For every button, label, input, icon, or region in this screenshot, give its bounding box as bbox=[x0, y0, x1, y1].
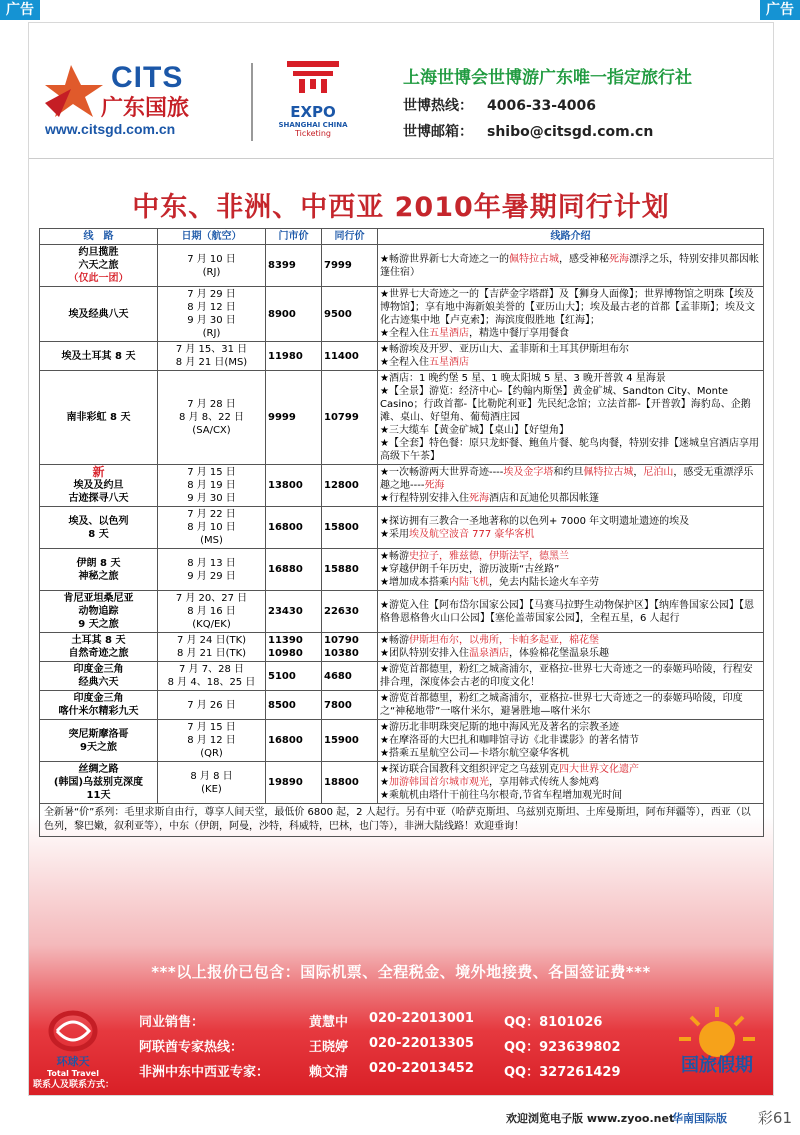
date-line: 8 月 16 日 bbox=[187, 606, 236, 617]
date-cell bbox=[158, 465, 266, 507]
table-row[interactable] bbox=[40, 549, 764, 591]
date-cell bbox=[158, 691, 266, 720]
route-cell bbox=[40, 762, 158, 804]
expo-ticketing: Ticketing bbox=[294, 129, 332, 138]
route-line: 约旦揽胜 bbox=[78, 247, 119, 258]
cits-logo bbox=[41, 63, 241, 143]
intro-line: ★采用埃及航空波音 777 豪华客机 bbox=[380, 528, 535, 540]
intro-line: ★加游韩国首尔城市观光，享用韩式传统人参炖鸡 bbox=[380, 777, 599, 788]
table-row[interactable] bbox=[40, 245, 764, 287]
trade-price: 12800 bbox=[324, 480, 359, 491]
date-cell bbox=[158, 720, 266, 762]
advert-panel bbox=[28, 22, 774, 1096]
retail-price-cell bbox=[266, 507, 322, 549]
trade-price: 22630 bbox=[324, 606, 359, 617]
contact-qq[interactable]: QQ：8101026 bbox=[504, 1015, 603, 1030]
cits-en: CITS bbox=[111, 61, 184, 94]
retail-price: 19890 bbox=[268, 777, 303, 788]
intro-line: ★游览入住【阿布岱尔国家公园】【马赛马拉野生动物保护区】【纳库鲁国家公园】【恩格鲁恩格鲁火山口公园】【塞伦盖蒂国家公园】，全程五星，6 人起行 bbox=[380, 599, 754, 624]
date-cell bbox=[158, 507, 266, 549]
retail-price-cell bbox=[266, 465, 322, 507]
sun-icon bbox=[669, 1005, 765, 1057]
date-cell bbox=[158, 342, 266, 371]
trade-price-cell bbox=[322, 245, 378, 287]
date-cell bbox=[158, 662, 266, 691]
intro-line: ★畅游伊斯坦布尔，以弗所，卡帕多起亚，棉花堡 bbox=[380, 635, 599, 646]
col-header: 同行价 bbox=[322, 229, 378, 245]
contact-role: 同业销售： bbox=[139, 1015, 205, 1030]
plan-table bbox=[39, 228, 764, 837]
page-number: 彩61 bbox=[757, 1109, 792, 1127]
intro-line: ★畅游世界新七大奇迹之一的佩特拉古城，感受神秘死海漂浮之乐，特别安排贝都因帐篷住宿） bbox=[380, 253, 759, 278]
route-cell bbox=[40, 465, 158, 507]
trade-price: 10380 bbox=[324, 648, 359, 659]
date-line: 7 月 22 日 bbox=[187, 509, 236, 520]
route-line: 埃及经典八天 bbox=[68, 308, 129, 320]
intro-cell bbox=[378, 371, 764, 465]
header bbox=[29, 23, 773, 159]
col-header: 日期（航空） bbox=[158, 229, 266, 245]
intro-line: ★乘航机由塔什干前往乌尔根奇,节省车程增加观光时间 bbox=[380, 790, 623, 801]
retail-price: 13800 bbox=[268, 480, 303, 491]
intro-cell bbox=[378, 762, 764, 804]
new-badge: 新 bbox=[92, 465, 105, 479]
route-line: 9天之旅 bbox=[80, 741, 117, 753]
date-line: 8 月 10 日 bbox=[187, 522, 236, 533]
route-line: 埃及及约旦 bbox=[73, 480, 124, 491]
intro-line: ★畅游史拉子，雅兹德，伊斯法罕，德黑兰 bbox=[380, 551, 569, 562]
contact-phone[interactable]: 020-22013305 bbox=[369, 1036, 474, 1051]
total-travel-swirl-icon bbox=[33, 1009, 113, 1053]
date-line: (MS) bbox=[200, 535, 223, 546]
trade-price: 18800 bbox=[324, 777, 359, 788]
trade-price: 15880 bbox=[324, 564, 359, 575]
hotline-label: 世博热线： bbox=[403, 98, 473, 114]
intro-line: ★增加成本搭乘内陆飞机，免去内陆长途火车辛劳 bbox=[380, 577, 599, 588]
route-cell bbox=[40, 245, 158, 287]
route-line: 神秘之旅 bbox=[78, 570, 119, 582]
retail-price: 16800 bbox=[268, 735, 303, 746]
date-line: 7 月 10 日 bbox=[187, 253, 236, 265]
retail-price: 8399 bbox=[268, 260, 296, 271]
expo-logo bbox=[267, 57, 359, 149]
intro-cell bbox=[378, 549, 764, 591]
trade-price-cell bbox=[322, 720, 378, 762]
included-note: ***以上报价已包含：国际机票、全程税金、境外地接费、各国签证费*** bbox=[151, 963, 651, 981]
retail-price-cell bbox=[266, 371, 322, 465]
route-line: 六天之旅 bbox=[78, 260, 119, 271]
retail-price: 16880 bbox=[268, 564, 303, 575]
date-line: 7 月 20、27 日 bbox=[175, 593, 248, 604]
route-cell bbox=[40, 549, 158, 591]
intro-cell bbox=[378, 287, 764, 342]
expo-sub: SHANGHAI CHINA bbox=[278, 121, 348, 129]
trade-price-cell bbox=[322, 465, 378, 507]
date-line: 8 月 12 日 bbox=[187, 302, 236, 313]
intro-cell bbox=[378, 245, 764, 287]
intro-cell bbox=[378, 507, 764, 549]
contact-section bbox=[29, 991, 773, 1091]
route-cell bbox=[40, 287, 158, 342]
date-line: (QR) bbox=[200, 748, 223, 759]
intro-cell bbox=[378, 591, 764, 633]
footnote: 全新暑“价”系列：毛里求斯自由行，尊享人间天堂，最低价 6800 起，2 人起行。另有中亚（哈萨克斯坦、乌兹别克斯坦、土库曼斯坦，阿布拜疆等），西亚（以色列，黎巴嫩，叙利亚等），中东（伊朗，阿曼，沙特，科威特，巴林，也门等），非洲大陆线路！欢迎垂询！ bbox=[40, 804, 764, 837]
route-cell bbox=[40, 633, 158, 662]
table-row[interactable] bbox=[40, 507, 764, 549]
route-line: 喀什米尔精彩九天 bbox=[58, 706, 139, 717]
date-line: 9 月 30 日 bbox=[187, 493, 236, 504]
ad-label-left: 广告 bbox=[0, 0, 40, 20]
contact-role: 阿联酋专家热线： bbox=[139, 1040, 244, 1055]
date-line: 8 月 8、22 日 bbox=[179, 412, 244, 423]
contact-name: 黄慧中 bbox=[309, 1015, 349, 1030]
trade-price-cell bbox=[322, 507, 378, 549]
trade-price: 9500 bbox=[324, 308, 352, 320]
intro-line: ★全程入住五星酒店，精选中餐厅享用餐食 bbox=[380, 328, 569, 339]
date-line: 8 月 21 日(MS) bbox=[175, 357, 248, 368]
intro-line: ★酒店：1 晚约堡 5 星、1 晚太阳城 5 星、3 晚开普敦 4 星海景 bbox=[380, 373, 666, 384]
total-travel-en: Total Travel bbox=[47, 1069, 99, 1078]
hotline-line bbox=[403, 95, 596, 115]
route-line: 突尼斯摩洛哥 bbox=[68, 728, 129, 740]
email-label: 世博邮箱： bbox=[403, 124, 473, 140]
intro-line: ★三大缆车【黄金矿城】【桌山】【好望角】 bbox=[380, 425, 569, 436]
date-line: (KQ/EK) bbox=[192, 619, 231, 630]
trade-price: 10790 bbox=[324, 635, 359, 646]
date-cell bbox=[158, 633, 266, 662]
date-line: (KE) bbox=[201, 783, 222, 795]
date-line: 8 月 19 日 bbox=[187, 480, 236, 491]
contact-phone[interactable]: 020-22013452 bbox=[369, 1061, 474, 1076]
expo-name: EXPO bbox=[290, 103, 336, 121]
route-line: 丝绸之路 bbox=[78, 764, 119, 775]
retail-price: 10980 bbox=[268, 648, 303, 659]
date-line: 8 月 13 日 bbox=[187, 557, 236, 569]
route-line: 土耳其 8 天 bbox=[71, 635, 126, 646]
col-header: 线路介绍 bbox=[378, 229, 764, 245]
route-line: 8 天 bbox=[88, 528, 109, 540]
table-row[interactable] bbox=[40, 762, 764, 804]
intro-line: ★游览首都德里，粉红之城斋浦尔，亚格拉-世界七大奇迹之一的泰姬玛哈陵，行程安排合理，深度体会古老的印度文化！ bbox=[380, 664, 753, 688]
date-line: 8 月 12 日 bbox=[187, 735, 236, 746]
route-line: 埃及土耳其 8 天 bbox=[61, 350, 136, 362]
intro-line: ★探访联合国教科文组织评定之乌兹别克四大世界文化遗产 bbox=[380, 764, 639, 775]
route-line: (韩国)乌兹别克深度 bbox=[53, 777, 144, 788]
retail-price: 9999 bbox=[268, 412, 296, 423]
retail-price: 11980 bbox=[268, 350, 303, 362]
cits-url[interactable]: www.citsgd.com.cn bbox=[45, 121, 176, 137]
route-line: （仅此一团） bbox=[68, 273, 129, 284]
intro-line: ★【全套】特色餐：原只龙虾餐、鲍鱼片餐、鸵鸟肉餐，特别安排【迷城皇宫酒店享用高级下午茶】 bbox=[380, 438, 759, 462]
intro-line: ★团队特别安排入住温泉酒店，体验棉花堡温泉乐趣 bbox=[380, 648, 609, 659]
trade-price-cell bbox=[322, 287, 378, 342]
trade-price-cell bbox=[322, 549, 378, 591]
date-line: (RJ) bbox=[202, 328, 221, 339]
date-line: 8 月 21 日(TK) bbox=[176, 648, 247, 659]
route-line: 印度金三角 bbox=[73, 664, 124, 675]
trade-price: 11400 bbox=[324, 350, 359, 362]
retail-price: 8900 bbox=[268, 308, 296, 320]
trade-price-cell bbox=[322, 371, 378, 465]
table-row[interactable] bbox=[40, 591, 764, 633]
intro-line: ★搭乘五星航空公司—卡塔尔航空豪华客机 bbox=[380, 748, 569, 759]
col-header: 线 路 bbox=[40, 229, 158, 245]
date-line: 7 月 28 日 bbox=[187, 399, 236, 410]
date-line: (SA/CX) bbox=[192, 425, 231, 436]
route-cell bbox=[40, 342, 158, 371]
date-line: 7 月 7、28 日 bbox=[179, 664, 244, 675]
route-line: 9 天之旅 bbox=[78, 619, 119, 630]
date-line: 7 月 15 日 bbox=[187, 722, 236, 733]
table-row[interactable] bbox=[40, 691, 764, 720]
retail-price: 5100 bbox=[268, 670, 296, 682]
hotline-number[interactable]: 4006-33-4006 bbox=[487, 98, 597, 114]
footnote-row bbox=[40, 804, 764, 837]
intro-cell bbox=[378, 465, 764, 507]
trade-price-cell bbox=[322, 691, 378, 720]
contact-qq[interactable]: QQ：923639802 bbox=[504, 1040, 621, 1055]
trade-price: 7800 bbox=[324, 699, 352, 711]
intro-line: ★【全景】游览：经济中心-【约翰内斯堡】黄金矿城、Sandton City、Monte Casino；行政首都-【比勒陀利亚】先民纪念馆；立法首都-【开普敦】海豹岛、企鹅滩、桌山、好望角、葡萄酒庄园 bbox=[380, 386, 751, 423]
date-line: 7 月 29 日 bbox=[187, 289, 236, 300]
intro-line: ★游览首都德里，粉红之城斋浦尔，亚格拉-世界七大奇迹之一的泰姬玛哈陵，印度之“神秘地带”一喀什米尔，避暑胜地—喀什米尔 bbox=[380, 693, 743, 717]
date-line: 7 月 15、31 日 bbox=[175, 344, 248, 355]
retail-price: 16800 bbox=[268, 522, 303, 533]
route-cell bbox=[40, 591, 158, 633]
trade-price: 15900 bbox=[324, 735, 359, 746]
retail-price: 11390 bbox=[268, 635, 303, 646]
table-row[interactable] bbox=[40, 633, 764, 662]
cits-cn: 广东国旅 bbox=[101, 96, 190, 121]
date-line: 9 月 30 日 bbox=[187, 315, 236, 326]
intro-cell bbox=[378, 342, 764, 371]
intro-line: ★探访拥有三教合一圣地著称的以色列+ 7000 年文明遗址遗迹的埃及 bbox=[380, 515, 690, 527]
footer-welcome[interactable]: 欢迎浏览电子版 www.zyoo.net bbox=[506, 1112, 675, 1125]
route-line: 埃及、以色列 bbox=[68, 515, 129, 527]
route-cell bbox=[40, 691, 158, 720]
retail-price-cell bbox=[266, 591, 322, 633]
retail-price: 23430 bbox=[268, 606, 303, 617]
route-line: 11天 bbox=[86, 790, 111, 801]
date-cell bbox=[158, 591, 266, 633]
guolv-holiday-logo bbox=[669, 1005, 765, 1085]
ad-label-right: 广告 bbox=[760, 0, 800, 20]
contact-label: 联系人及联系方式： bbox=[33, 1080, 115, 1090]
intro-line: ★在摩洛哥的大巴扎和咖啡馆寻访《北非谍影》的著名情节 bbox=[380, 735, 639, 746]
contact-phone[interactable]: 020-22013001 bbox=[369, 1011, 474, 1026]
total-travel-cn: 环球天 bbox=[56, 1055, 90, 1068]
trade-price-cell bbox=[322, 633, 378, 662]
retail-price-cell bbox=[266, 762, 322, 804]
col-header: 门市价 bbox=[266, 229, 322, 245]
intro-line: ★世界七大奇迹之一的【吉萨金字塔群】及【狮身人面像】；世界博物馆之明珠【埃及博物馆】；享有地中海新娘美誉的【亚历山大】；埃及最古老的首都【孟菲斯】；埃及文化古迹集中地【卢克索】；海滨度假胜地【红海】； bbox=[380, 289, 755, 326]
email-line bbox=[403, 121, 653, 141]
trade-price: 15800 bbox=[324, 522, 359, 533]
retail-price-cell bbox=[266, 633, 322, 662]
date-cell bbox=[158, 549, 266, 591]
date-line: 9 月 29 日 bbox=[187, 570, 236, 582]
intro-line: ★畅游埃及开罗、亚历山大、孟菲斯和土耳其伊斯坦布尔 bbox=[380, 344, 629, 355]
email-address[interactable]: shibo@citsgd.com.cn bbox=[487, 124, 654, 140]
trade-price-cell bbox=[322, 591, 378, 633]
header-slogan: 上海世博会世博游广东唯一指定旅行社 bbox=[403, 68, 692, 88]
date-cell bbox=[158, 287, 266, 342]
total-travel-logo bbox=[33, 1009, 113, 1078]
expo-emblem-icon bbox=[283, 57, 343, 97]
contact-qq[interactable]: QQ：327261429 bbox=[504, 1065, 621, 1080]
route-line: 古迹探寻八天 bbox=[68, 493, 129, 504]
header-divider bbox=[251, 63, 253, 141]
date-line: 8 月 8 日 bbox=[190, 770, 233, 782]
intro-line: ★一次畅游两大世界奇迹----埃及金字塔和约旦佩特拉古城，尼泊山，感受无重漂浮乐趣之地----死海 bbox=[380, 467, 754, 491]
retail-price: 8500 bbox=[268, 699, 296, 711]
retail-price-cell bbox=[266, 287, 322, 342]
retail-price-cell bbox=[266, 720, 322, 762]
table-row[interactable] bbox=[40, 371, 764, 465]
route-line: 自然奇迹之旅 bbox=[68, 648, 129, 659]
trade-price: 10799 bbox=[324, 412, 359, 423]
intro-line: ★穿越伊朗千年历史，游历波斯“古丝路” bbox=[380, 564, 560, 575]
trade-price: 4680 bbox=[324, 670, 352, 682]
route-line: 南非彩虹 8 天 bbox=[66, 412, 131, 423]
retail-price-cell bbox=[266, 342, 322, 371]
route-line: 印度金三角 bbox=[73, 693, 124, 704]
route-line: 伊朗 8 天 bbox=[76, 557, 121, 569]
date-line: 7 月 15 日 bbox=[187, 467, 236, 478]
date-line: 7 月 24 日(TK) bbox=[176, 635, 247, 646]
intro-cell bbox=[378, 720, 764, 762]
trade-price-cell bbox=[322, 662, 378, 691]
date-cell bbox=[158, 245, 266, 287]
table-row[interactable] bbox=[40, 662, 764, 691]
table-row[interactable] bbox=[40, 465, 764, 507]
intro-cell bbox=[378, 662, 764, 691]
table-header-row bbox=[40, 229, 764, 245]
guolv-holiday-name: 国旅假期 bbox=[681, 1055, 753, 1076]
table-row[interactable] bbox=[40, 720, 764, 762]
intro-line: ★全程入住五星酒店 bbox=[380, 357, 469, 368]
intro-cell bbox=[378, 633, 764, 662]
trade-price-cell bbox=[322, 762, 378, 804]
trade-price: 7999 bbox=[324, 260, 352, 271]
date-cell bbox=[158, 371, 266, 465]
retail-price-cell bbox=[266, 691, 322, 720]
date-line: 7 月 26 日 bbox=[187, 699, 236, 711]
footer-paper: 华南国际版 bbox=[672, 1112, 727, 1125]
retail-price-cell bbox=[266, 549, 322, 591]
table-row[interactable] bbox=[40, 342, 764, 371]
date-line: 8 月 4、18、25 日 bbox=[167, 677, 256, 688]
route-line: 经典六天 bbox=[78, 677, 119, 688]
contact-name: 赖文清 bbox=[309, 1065, 349, 1080]
page-title: 中东、非洲、中西亚 2010年暑期同行计划 bbox=[132, 192, 670, 223]
intro-cell bbox=[378, 691, 764, 720]
contact-name: 王晓婷 bbox=[309, 1040, 349, 1055]
page-footer bbox=[0, 1102, 800, 1135]
date-cell bbox=[158, 762, 266, 804]
retail-price-cell bbox=[266, 245, 322, 287]
retail-price-cell bbox=[266, 662, 322, 691]
route-cell bbox=[40, 371, 158, 465]
intro-line: ★游历北非明珠突尼斯的地中海风光及著名的宗教圣迹 bbox=[380, 722, 619, 733]
date-line: (RJ) bbox=[202, 266, 221, 278]
route-line: 肯尼亚坦桑尼亚 bbox=[63, 593, 134, 604]
route-cell bbox=[40, 662, 158, 691]
intro-line: ★行程特别安排入住死海酒店和瓦迪伦贝都因帐篷 bbox=[380, 493, 599, 504]
contact-role: 非洲中东中西亚专家： bbox=[139, 1065, 270, 1080]
route-cell bbox=[40, 720, 158, 762]
route-line: 动物追踪 bbox=[78, 606, 119, 617]
route-cell bbox=[40, 507, 158, 549]
trade-price-cell bbox=[322, 342, 378, 371]
table-row[interactable] bbox=[40, 287, 764, 342]
